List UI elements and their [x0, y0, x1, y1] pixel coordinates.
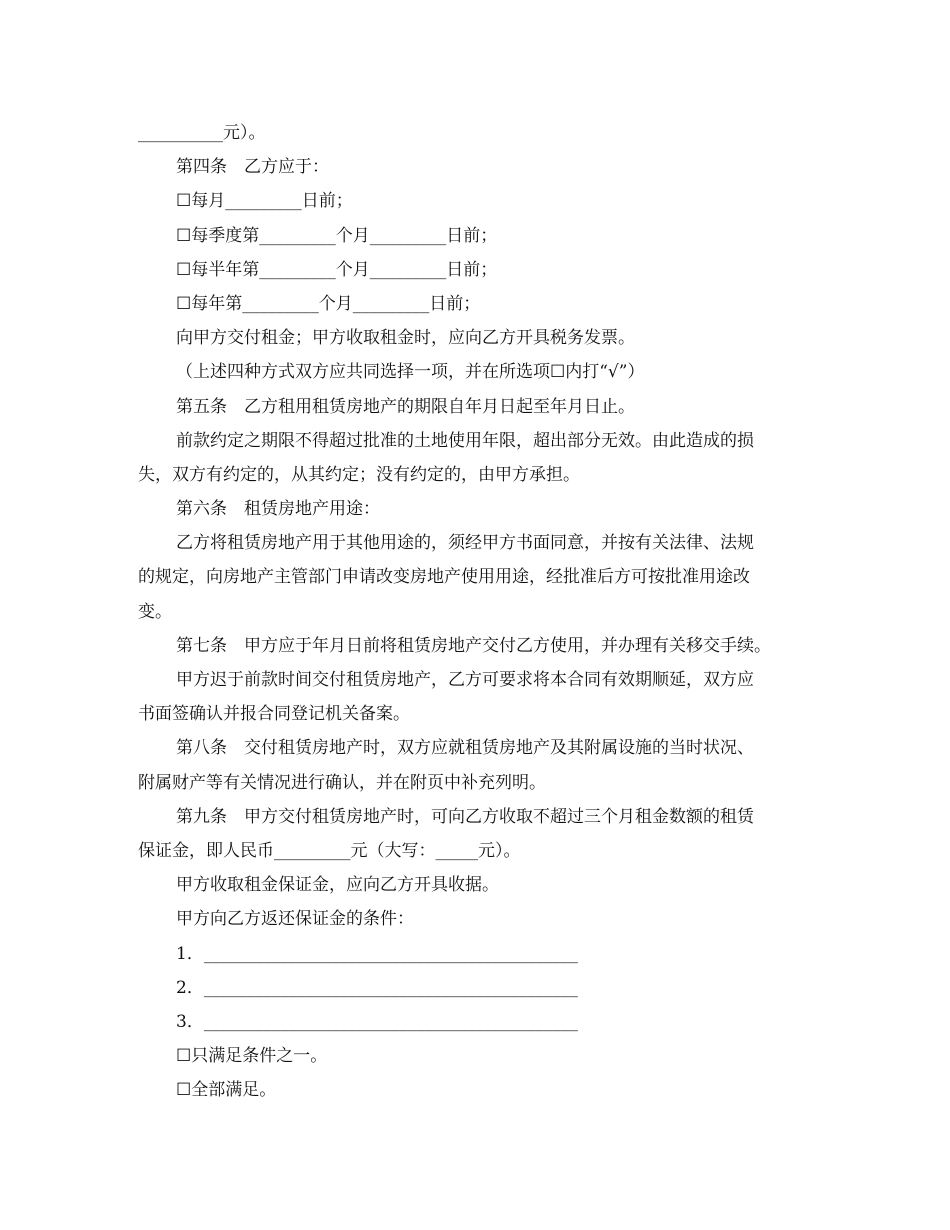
- paragraph-line: 甲方收取租金保证金，应向乙方开具收据。: [176, 875, 499, 896]
- article-8-heading: 第八条 交付租赁房地产时，双方应就租赁房地产及其附属设施的当时状况、: [176, 738, 754, 759]
- option-monthly: ☐每月_________日前；: [176, 191, 353, 212]
- condition-1-blank: 1．____________________________________________: [176, 943, 578, 964]
- article-7-heading: 第七条 甲方应于年月日前将租赁房地产交付乙方使用，并办理有关移交手续。: [176, 635, 771, 656]
- paragraph-line: 书面签确认并报合同登记机关备案。: [138, 704, 410, 725]
- paragraph-line: 前款约定之期限不得超过批准的土地使用年限，超出部分无效。由此造成的损: [176, 430, 754, 451]
- paragraph-line: （上述四种方式双方应共同选择一项，并在所选项☐内打“√”）: [176, 362, 645, 383]
- article-4-heading: 第四条 乙方应于：: [176, 157, 329, 178]
- paragraph-line: 保证金，即人民币_________元（大写：_____元）。: [138, 840, 521, 861]
- document-body: [138, 116, 818, 1107]
- paragraph-line: 乙方将租赁房地产用于其他用途的，须经甲方书面同意，并按有关法律、法规: [176, 533, 754, 554]
- paragraph-line: 的规定，向房地产主管部门申请改变房地产使用用途，经批准后方可按批准用途改: [138, 567, 750, 588]
- option-semiannual: ☐每半年第_________个月_________日前；: [176, 259, 498, 280]
- paragraph-line: 甲方向乙方返还保证金的条件：: [176, 909, 414, 930]
- condition-3-blank: 3．____________________________________________: [176, 1011, 578, 1032]
- paragraph-line: __________元）。: [138, 123, 266, 143]
- option-annual: ☐每年第_________个月_________日前；: [176, 293, 481, 314]
- article-5-heading: 第五条 乙方租用租赁房地产的期限自年月日起至年月日止。: [176, 396, 635, 417]
- paragraph-line: 失，双方有约定的，从其约定；没有约定的，由甲方承担。: [138, 464, 580, 485]
- paragraph-line: 附属财产等有关情况进行确认，并在附页中补充列明。: [138, 772, 546, 793]
- option-any-condition: ☐只满足条件之一。: [176, 1046, 328, 1067]
- option-quarterly: ☐每季度第_________个月_________日前；: [176, 225, 498, 246]
- condition-2-blank: 2．____________________________________________: [176, 977, 578, 998]
- paragraph-line: 变。: [138, 601, 172, 622]
- paragraph-line: 甲方迟于前款时间交付租赁房地产，乙方可要求将本合同有效期顺延，双方应: [176, 670, 754, 690]
- article-9-heading: 第九条 甲方交付租赁房地产时，可向乙方收取不超过三个月租金数额的租赁: [176, 806, 754, 827]
- article-6-heading: 第六条 租赁房地产用途：: [176, 499, 380, 520]
- option-all-conditions: ☐全部满足。: [176, 1080, 277, 1101]
- paragraph-line: 向甲方交付租金；甲方收取租金时，应向乙方开具税务发票。: [176, 328, 635, 349]
